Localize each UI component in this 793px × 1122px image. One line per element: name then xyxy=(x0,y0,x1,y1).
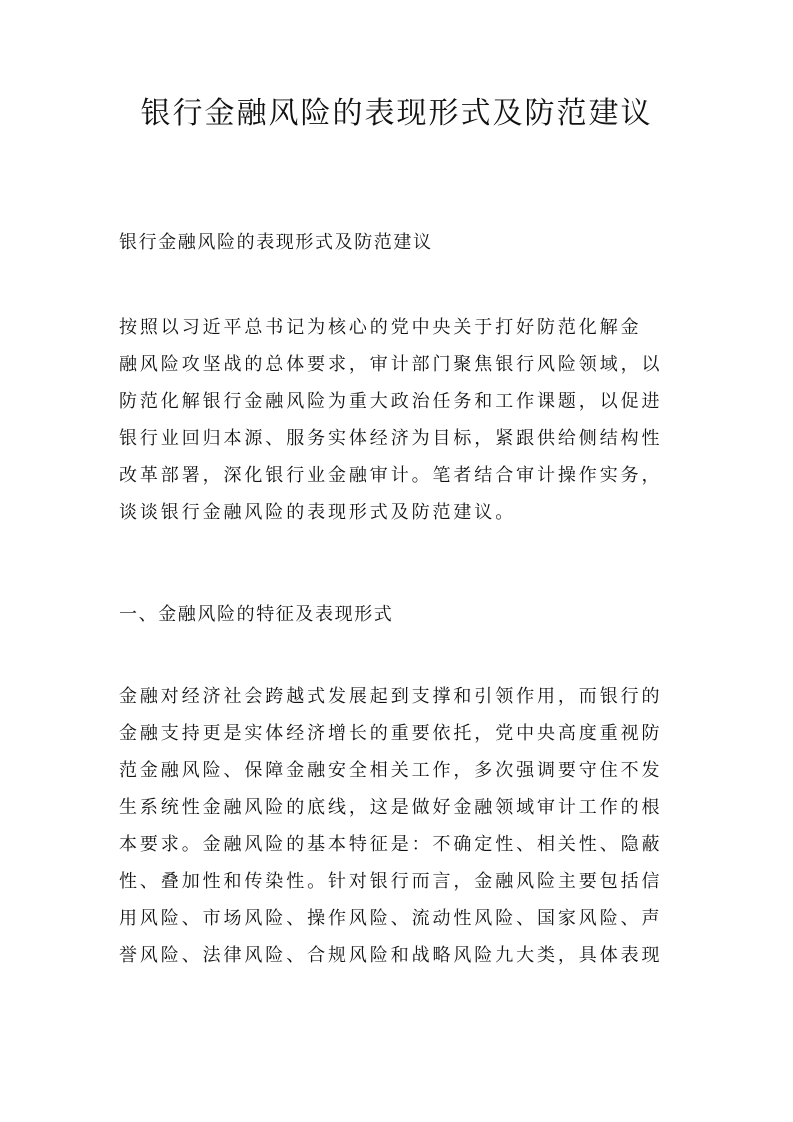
paragraph-line: 生系统性金融风险的底线，这是做好金融领域审计工作的根 xyxy=(119,797,663,818)
paragraph-line: 银行业回归本源、服务实体经济为目标，紧跟供给侧结构性 xyxy=(119,428,663,449)
paragraph-line: 谈谈银行金融风险的表现形式及防范建议。 xyxy=(119,502,517,523)
paragraph-line: 性、叠加性和传染性。针对银行而言，金融风险主要包括信 xyxy=(119,871,663,892)
section-heading: 一、金融风险的特征及表现形式 xyxy=(119,604,394,625)
paragraph-line: 用风险、市场风险、操作风险、流动性风险、国家风险、声 xyxy=(119,908,663,929)
document-subtitle: 银行金融风险的表现形式及防范建议 xyxy=(119,232,433,253)
paragraph-line: 誉风险、法律风险、合规风险和战略风险九大类，具体表现 xyxy=(119,945,663,966)
intro-paragraph xyxy=(119,309,679,531)
document-title: 银行金融风险的表现形式及防范建议 xyxy=(140,96,653,131)
paragraph-line: 范金融风险、保障金融安全相关工作，多次强调要守住不发 xyxy=(119,760,663,781)
paragraph-line: 本要求。金融风险的基本特征是：不确定性、相关性、隐蔽 xyxy=(119,834,663,855)
paragraph-line: 按照以习近平总书记为核心的党中央关于打好防范化解金 xyxy=(119,317,642,338)
paragraph-line: 金融对经济社会跨越式发展起到支撑和引领作用，而银行的 xyxy=(119,686,663,707)
paragraph-line: 防范化解银行金融风险为重大政治任务和工作课题，以促进 xyxy=(119,391,663,412)
paragraph-line: 金融支持更是实体经济增长的重要依托，党中央高度重视防 xyxy=(119,723,663,744)
section1-paragraph xyxy=(119,678,679,974)
paragraph-line: 改革部署，深化银行业金融审计。笔者结合审计操作实务， xyxy=(119,465,663,486)
paragraph-line: 融风险攻坚战的总体要求，审计部门聚焦银行风险领域，以 xyxy=(119,354,663,375)
